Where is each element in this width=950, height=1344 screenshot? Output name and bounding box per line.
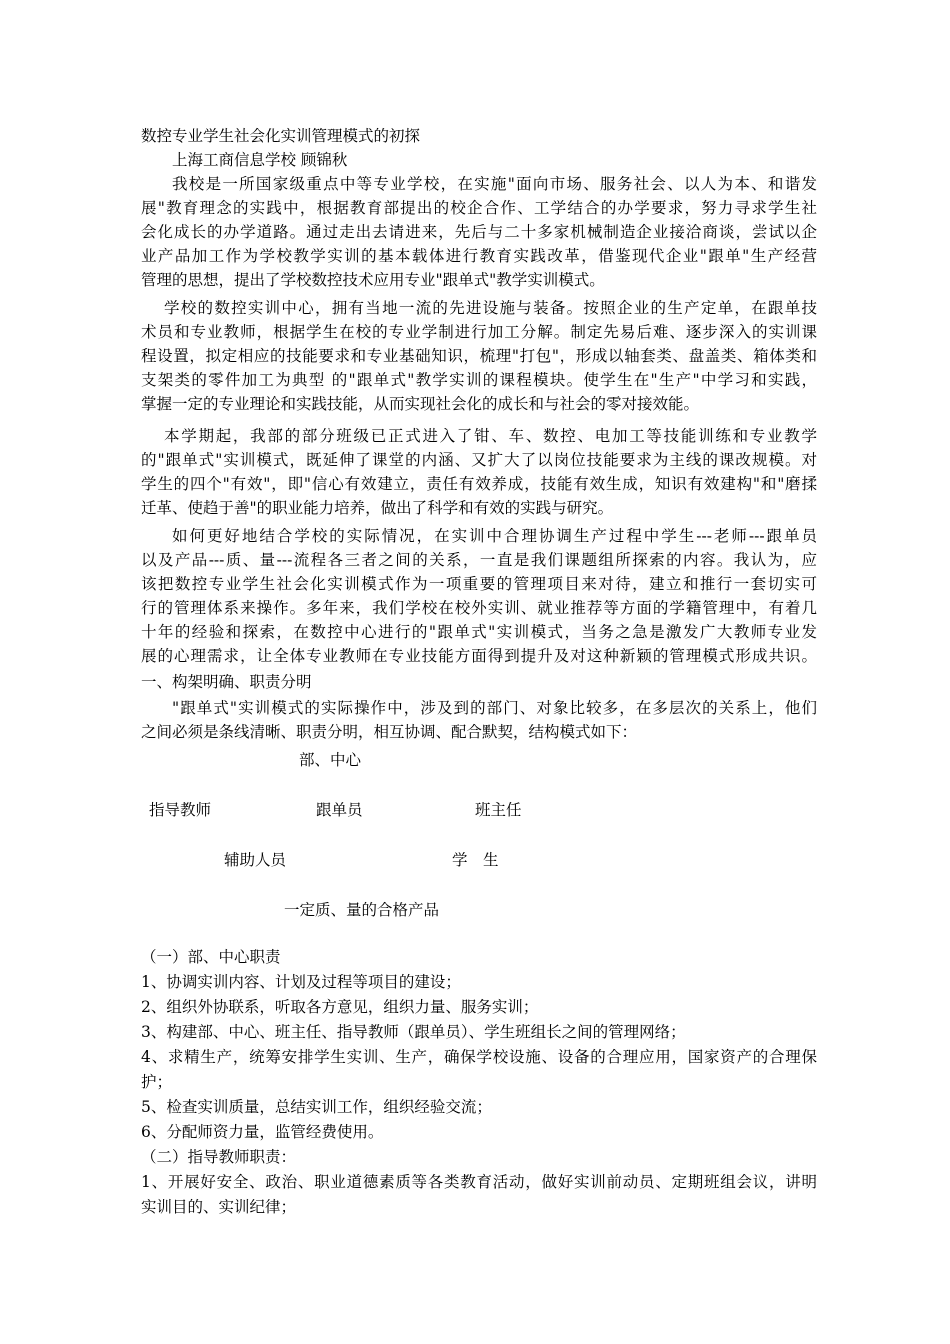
author-byline: 上海工商信息学校 顾锦秋 xyxy=(172,151,348,169)
diagram-node-product: 一定质、量的合格产品 xyxy=(284,901,440,919)
paragraph4-line: 展的心理需求，让全体专业教师在专业技能方面得到提升及对这种新颖的管理模式形成共识。 xyxy=(141,647,817,665)
paragraph3-line: 本学期起，我部的部分班级已正式进入了钳、车、数控、电加工等技能训练和专业教学 xyxy=(164,427,817,445)
paragraph4-line: 如何更好地结合学校的实际情况，在实训中合理协调生产过程中学生---老师---跟单员 xyxy=(172,527,817,545)
subsection2-item-cont: 实训目的、实训纪律； xyxy=(141,1198,297,1216)
subsection1-item: 3、构建部、中心、班主任、指导教师（跟单员）、学生班组长之间的管理网络； xyxy=(141,1023,686,1041)
diagram-node-follower: 跟单员 xyxy=(316,801,363,819)
paragraph1-line: 会化成长的办学道路。通过走出去请进来，先后与二十多家机械制造企业接洽商谈，尝试以企 xyxy=(141,223,817,241)
diagram-node-instructor: 指导教师 xyxy=(149,801,212,819)
diagram-node-assistant: 辅助人员 xyxy=(224,851,287,869)
subsection1-heading: （一）部、中心职责 xyxy=(141,948,281,966)
paragraph2-line: 支架类的零件加工为典型 的"跟单式"教学实训的课程模块。使学生在"生产"中学习和实践， xyxy=(141,371,817,389)
paragraph4-line: 十年的经验和探索，在数控中心进行的"跟单式"实训模式，当务之急是激发广大教师专业发 xyxy=(141,623,817,641)
subsection1-item: 4、求精生产，统筹安排学生实训、生产，确保学校设施、设备的合理应用，国家资产的合理保 xyxy=(141,1048,817,1066)
subsection1-item: 2、组织外协联系，听取各方意见，组织力量、服务实训； xyxy=(141,998,539,1016)
paragraph1-line: 管理的思想，提出了学校数控技术应用专业"跟单式"教学实训模式。 xyxy=(141,271,605,289)
paragraph1-line: 我校是一所国家级重点中等专业学校，在实施"面向市场、服务社会、以人为本、和谐发 xyxy=(172,175,817,193)
diagram-node-top: 部、中心 xyxy=(299,751,362,769)
subsection1-item-cont: 护； xyxy=(141,1073,173,1091)
subsection2-heading: （二）指导教师职责： xyxy=(141,1148,297,1166)
document-title: 数控专业学生社会化实训管理模式的初探 xyxy=(141,127,421,145)
subsection1-item: 1、协调实训内容、计划及过程等项目的建设； xyxy=(141,973,461,991)
paragraph5-line: 之间必须是条线清晰、职责分明，相互协调、配合默契，结构模式如下： xyxy=(141,723,638,741)
paragraph2-line: 学校的数控实训中心，拥有当地一流的先进设施与装备。按照企业的生产定单，在跟单技 xyxy=(164,299,817,317)
paragraph2-line: 掌握一定的专业理论和实践技能，从而实现社会化的成长和与社会的零对接效能。 xyxy=(141,395,700,413)
paragraph4-line: 以及产品---质、量---流程各三者之间的关系，一直是我们课题组所探索的内容。我认为，应 xyxy=(141,551,817,569)
paragraph3-line: 的"跟单式"实训模式，既延伸了课堂的内涵、又扩大了以岗位技能要求为主线的课改规模。对 xyxy=(141,451,817,469)
subsection2-item: 1、开展好安全、政治、职业道德素质等各类教育活动，做好实训前动员、定期班组会议，讲明 xyxy=(141,1173,817,1191)
paragraph1-line: 展"教育理念的实践中，根据教育部提出的校企合作、工学结合的办学要求，努力寻求学生社 xyxy=(141,199,817,217)
paragraph3-line: 迁革、使趋于善"的职业能力培养，做出了科学和有效的实践与研究。 xyxy=(141,499,614,517)
paragraph1-line: 业产品加工作为学校教学实训的基本载体进行教育实践改革，借鉴现代企业"跟单"生产经营 xyxy=(141,247,817,265)
paragraph4-line: 行的管理体系来操作。多年来，我们学校在校外实训、就业推荐等方面的学籍管理中，有着几 xyxy=(141,599,817,617)
subsection1-item: 5、检查实训质量，总结实训工作，组织经验交流； xyxy=(141,1098,492,1116)
subsection1-item: 6、分配师资力量，监管经费使用。 xyxy=(141,1123,384,1141)
paragraph5-line: "跟单式"实训模式的实际操作中，涉及到的部门、对象比较多，在多层次的关系上，他们 xyxy=(172,699,817,717)
diagram-node-student: 学 生 xyxy=(452,851,499,869)
paragraph2-line: 术员和专业教师，根据学生在校的专业学制进行加工分解。制定先易后难、逐步深入的实训课 xyxy=(141,323,817,341)
section1-heading: 一、构架明确、职责分明 xyxy=(141,673,312,691)
paragraph2-line: 程设置，拟定相应的技能要求和专业基础知识，梳理"打包"，形成以轴套类、盘盖类、箱体类和 xyxy=(141,347,817,365)
paragraph4-line: 该把数控专业学生社会化实训模式作为一项重要的管理项目来对待，建立和推行一套切实可 xyxy=(141,575,817,593)
diagram-node-class-teacher: 班主任 xyxy=(475,801,522,819)
paragraph3-line: 学生的四个"有效"，即"信心有效建立，责任有效养成，技能有效生成，知识有效建构"和"磨揉 xyxy=(141,475,817,493)
